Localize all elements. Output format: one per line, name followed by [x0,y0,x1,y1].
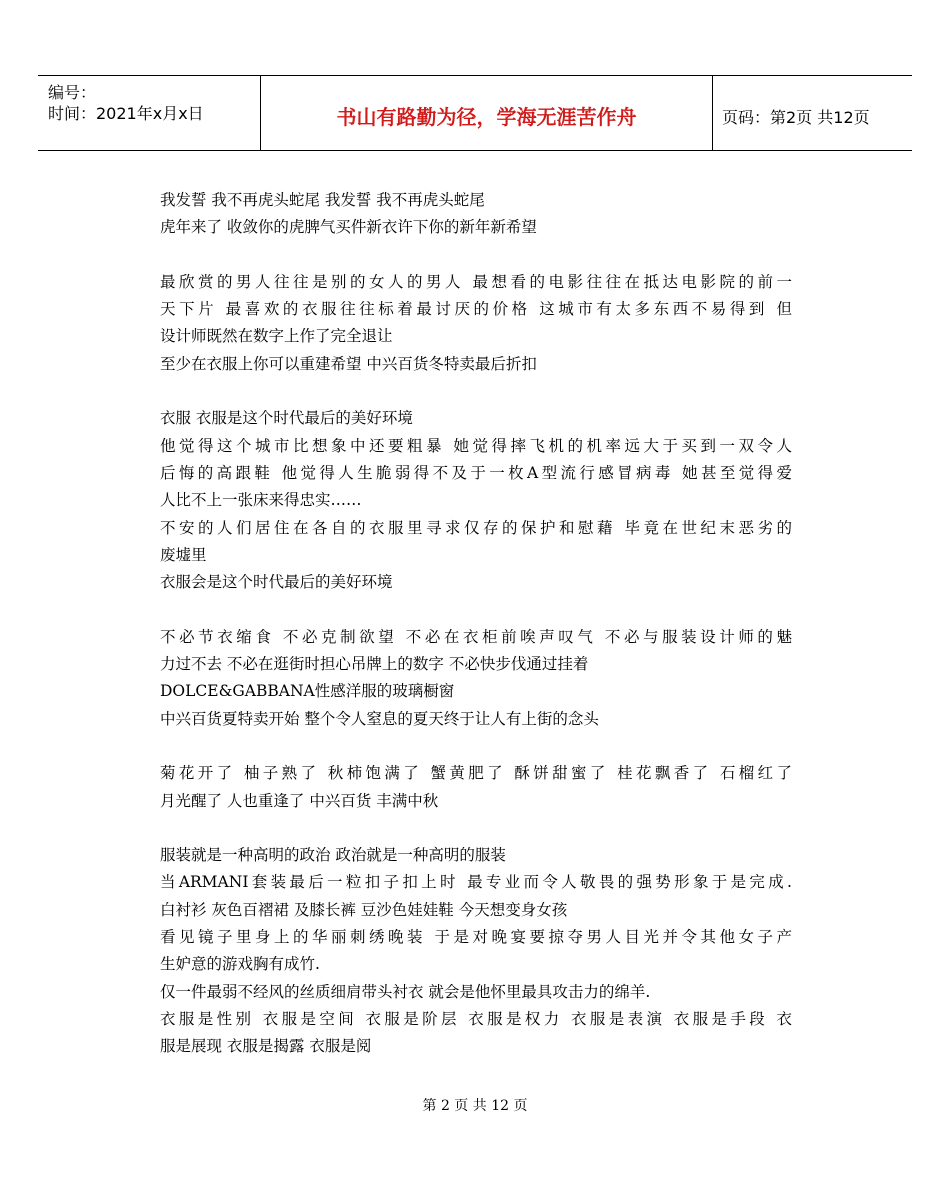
text-line: 虎年来了 收敛你的虎脾气买件新衣许下你的新年新希望 [160,218,537,237]
paragraph-spacer [160,242,792,269]
paragraph [160,187,792,242]
text-line: 生妒意的游戏胸有成竹. [160,955,320,974]
header-meta-cell [38,76,260,150]
paragraph [160,405,792,596]
paragraph-spacer [160,596,792,623]
text-line: 衣服 衣服是这个时代最后的美好环境 [160,409,413,428]
date-label: 时间：2021年x月x日 [48,104,204,123]
text-line: 至少在衣服上你可以重建希望 中兴百货冬特卖最后折扣 [160,354,537,373]
footer-page-number: 第 2 页 共 12 页 [422,1098,528,1114]
serial-number-label: 编号： [48,83,97,102]
text-line: 当ARMANI套装最后一粒扣子扣上时 最专业而令人敬畏的强势形象于是完成. [160,873,792,892]
text-line: 不必节衣缩食 不必克制欲望 不必在衣柜前唉声叹气 不必与服装设计师的魅 [160,627,792,646]
paragraph-spacer [160,815,792,842]
text-line: DOLCE&GABBANA性感洋服的玻璃橱窗 [160,682,455,701]
text-line: 不安的人们居住在各自的衣服里寻求仅存的保护和慰藉 毕竟在世纪末恶劣的 [160,518,792,537]
text-line: 我发誓 我不再虎头蛇尾 我发誓 我不再虎头蛇尾 [160,191,485,209]
motto-title: 书山有路勤为径，学海无涯苦作舟 [336,105,637,129]
text-line: 服是展现 衣服是揭露 衣服是阅 [160,1037,372,1056]
text-line: 月光醒了 人也重逢了 中兴百货 丰满中秋 [160,791,439,810]
paragraph-spacer [160,378,792,405]
text-line: 力过不去 不必在逛街时担心吊牌上的数字 不必快步伐通过挂着 [160,655,589,674]
text-line: 服装就是一种高明的政治 政治就是一种高明的服装 [160,846,506,865]
text-line: 后悔的高跟鞋 他觉得人生脆弱得不及于一枚A型流行感冒病毒 她甚至觉得爱 [160,463,792,482]
text-line: 衣服会是这个时代最后的美好环境 [160,573,393,592]
text-line: 天下片 最喜欢的衣服往往标着最讨厌的价格 这城市有太多东西不易得到 但 [160,300,792,319]
body-text [160,187,792,1061]
text-line: 仅一件最弱不经风的丝质细肩带头衬衣 就会是他怀里最具攻击力的绵羊. [160,982,651,1001]
header-page-cell [712,76,912,150]
paragraph [160,760,792,815]
header-table [38,75,912,151]
header-motto-cell [260,76,713,150]
paragraph [160,269,792,378]
text-line: 他觉得这个城市比想象中还要粗暴 她觉得摔飞机的机率远大于买到一双令人 [160,436,792,455]
text-line: 白衬衫 灰色百褶裙 及膝长裤 豆沙色娃娃鞋 今天想变身女孩 [160,900,568,919]
text-line: 最欣赏的男人往往是别的女人的男人 最想看的电影往往在抵达电影院的前一 [160,272,792,291]
paragraph [160,624,792,733]
text-line: 菊花开了 柚子熟了 秋柿饱满了 蟹黄肥了 酥饼甜蜜了 桂花飘香了 石榴红了 [160,764,792,783]
header-page-number: 页码：第2页 共12页 [722,108,870,127]
text-line: 中兴百货夏特卖开始 整个令人窒息的夏天终于让人有上街的念头 [160,709,599,728]
text-line: 衣服是性别 衣服是空间 衣服是阶层 衣服是权力 衣服是表演 衣服是手段 衣 [160,1009,792,1028]
text-line: 人比不上一张床来得忠实…… [160,491,362,510]
text-line: 废墟里 [160,545,207,564]
paragraph-spacer [160,733,792,760]
paragraph [160,842,792,1060]
text-line: 看见镜子里身上的华丽刺绣晚装 于是对晚宴要掠夺男人目光并令其他女子产 [160,928,792,947]
text-line: 设计师既然在数字上作了完全退让 [160,327,393,346]
